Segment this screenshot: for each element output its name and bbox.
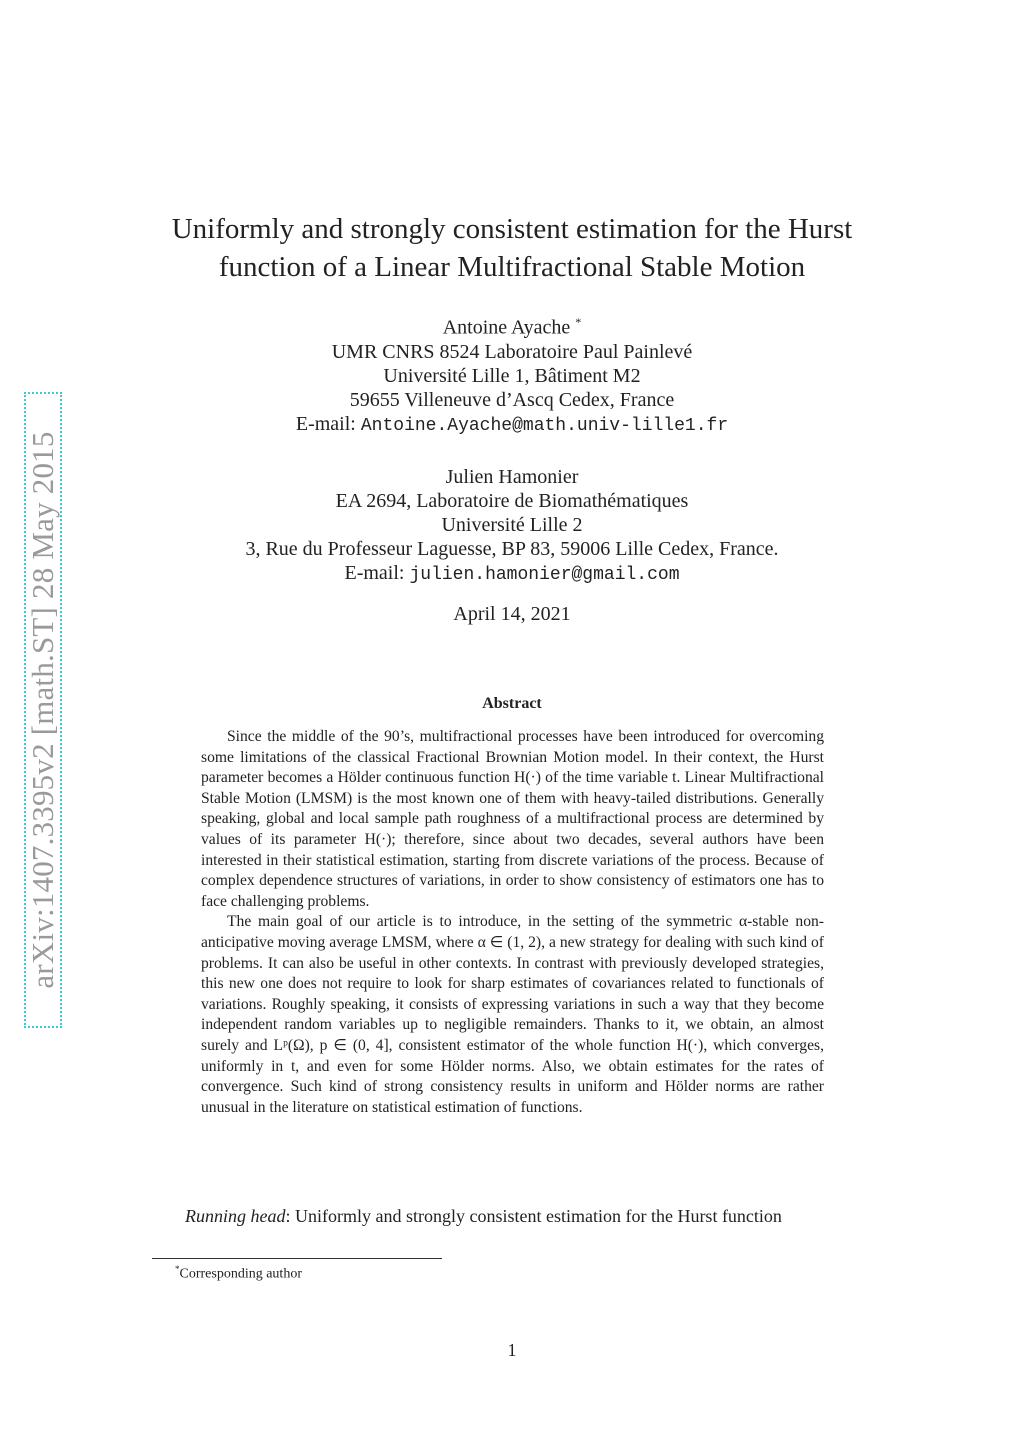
footnote-marker: * — [175, 1264, 180, 1274]
author-email[interactable]: julien.hamonier@gmail.com — [409, 565, 680, 585]
paper-date: April 14, 2021 — [453, 603, 571, 625]
abstract-heading: Abstract — [482, 695, 542, 712]
paper-title — [150, 210, 874, 286]
arxiv-stamp-text: arXiv:1407.3395v2 [math.ST] 28 May 2015 — [25, 431, 60, 989]
author-affiliation: EA 2694, Laboratoire de Biomathématiques — [335, 490, 689, 512]
author-email-line: E-mail: Antoine.Ayache@math.univ-lille1.fr — [295, 412, 729, 436]
author-block-2 — [150, 465, 874, 587]
author-affiliation: Université Lille 1, Bâtiment M2 — [383, 364, 641, 387]
title-line-2: function of a Linear Multifractional Stable Motion — [218, 251, 806, 283]
author-email-line: E-mail: julien.hamonier@gmail.com — [344, 562, 680, 585]
abstract-paragraph-1: Since the middle of the 90’s, multifractional processes have been introduced for overcoming some limitations of the classical Fractional Brownian Motion model. In their context, the Hurst parameter becomes a Hölder continuous function H(·) of the time variable t. Linear Multifractional Stable Motion (LMSM) is the most known one of them with heavy-tailed distributions. Generally speaking, global and local sample path roughness of a multifractional process are determined by values of its parameter H(·); therefore, since about two decades, several authors have been interested in their statistical estimation, starting from discrete variations of the process. Because of complex dependence structures of variations, in order to show consistency of estimators one has to face challenging problems. — [201, 728, 824, 910]
author-name: Julien Hamonier — [445, 466, 579, 488]
author-footnote-marker: * — [575, 315, 582, 329]
page-number: 1 — [507, 1340, 517, 1360]
footnote-divider — [152, 1258, 442, 1259]
running-head-text: : Uniformly and strongly consistent estimation for the Hurst function — [285, 1206, 782, 1226]
author-address: 3, Rue du Professeur Laguesse, BP 83, 59006 Lille Cedex, France. — [245, 538, 779, 560]
running-head — [185, 1206, 885, 1227]
author-name: Antoine Ayache * — [442, 315, 582, 339]
author-email[interactable]: Antoine.Ayache@math.univ-lille1.fr — [360, 415, 729, 436]
arxiv-stamp — [24, 392, 62, 1028]
footnote-text: Corresponding author — [179, 1266, 302, 1282]
abstract-paragraph-2: The main goal of our article is to introduce, in the setting of the symmetric α-stable non-anticipative moving average LMSM, where α ∈ (1, 2), a new strategy for dealing with such kind of problems. It can also be useful in other contexts. In contrast with previously developed strategies, this new one does not require to look for sharp estimates of covariances related to functionals of variations. Roughly speaking, it consists of expressing variations in such a way that they become independent random variables up to negligible remainders. Thanks to it, we obtain, an almost surely and Lᵖ(Ω), p ∈ (0, 4], consistent estimator of the whole function H(·), which converges, uniformly in t, and even for some Hölder norms. Also, we obtain estimates for the rates of convergence. Such kind of strong consistency results in uniform and Hölder norms are rather unusual in the literature on statistical estimation of functions. — [201, 913, 824, 1116]
author-affiliation: UMR CNRS 8524 Laboratoire Paul Painlevé — [331, 340, 693, 363]
author-block-1 — [150, 310, 874, 438]
author-affiliation: Université Lille 2 — [441, 514, 583, 536]
title-line-1: Uniformly and strongly consistent estimation for the Hurst — [171, 213, 853, 245]
footnote — [175, 1264, 302, 1283]
abstract-body — [201, 727, 824, 1118]
author-address: 59655 Villeneuve d’Ascq Cedex, France — [349, 388, 675, 411]
running-head-label: Running head — [185, 1206, 286, 1226]
